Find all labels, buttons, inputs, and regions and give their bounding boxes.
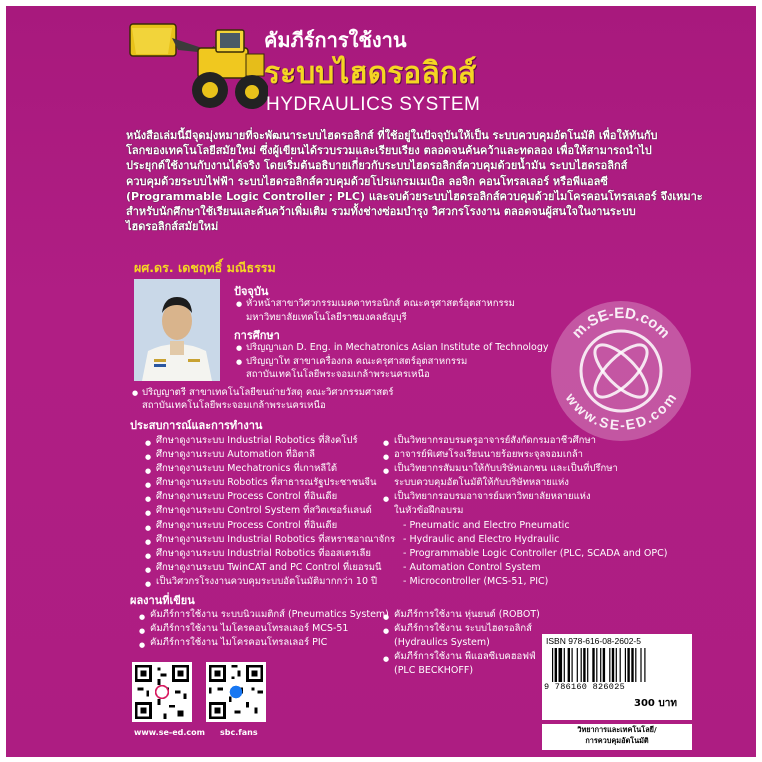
list-item: ● เป็นวิทยากรสัมมนาให้กับบริษัทเอกชน และเป็นที่ปรึกษา [394,462,667,476]
list-item: ในหัวข้อฝึกอบรม [394,505,464,517]
barcode-bar [616,648,617,682]
barcode-bar [596,648,597,682]
category-label [542,724,692,750]
list-item: ● คัมภีร์การใช้งาน ระบบนิวแมติกส์ (Pneumatics System) [150,608,389,622]
intro-line: (Programmable Logic Controller ; PLC) และจบด้วยระบบไฮดรอลิกส์ควบคุมด้วยไมโครคอนโทรลเลอร์ จึงเหมาะ [126,189,703,203]
intro-line: สำหรับนักศึกษาใช้เรียนและค้นคว้าเพิ่มเติม รวมทั้งช่างซ่อมบำรุง วิศวกรโรงงาน ตลอดจนผู้สนใจในงานระบบ [126,205,636,219]
intro-line: โลกของเทคโนโลยีสมัยใหม่ ซึ่งผู้เขียนได้รวบรวมและเรียบเรียง ตลอดจนค้นคว้าและทดลอง เพื่อให้สามารถนำไป [126,144,652,158]
list-item: - Pneumatic and Electro Pneumatic [403,519,570,531]
category-line: วิทยาการและเทคโนโลยี/ [577,725,657,734]
stamp-top-text: m.SE-ED.com [568,304,674,342]
barcode-bar [603,648,605,682]
barcode-bar [627,648,629,682]
list-item: ● ศึกษาดูงานระบบ Industrial Robotics ที่สิงคโปร์ [156,434,395,448]
list-item: ระบบควบคุมอัตโนมัติให้กับบริษัทหลายแห่ง [394,477,569,489]
list-item: - Programmable Logic Controller (PLC, SCADA and OPC) [403,547,668,559]
barcode-bar [612,648,614,682]
stamp-bottom-text: www.SE-ED.com [562,390,680,433]
list-item: ● ศึกษาดูงานระบบ Mechatronics ที่เกาหลีใต้ [156,462,395,476]
qr-code-left[interactable] [132,662,192,722]
list-item: ● ศึกษาดูงานระบบ Process Control ที่อินเดีย [156,490,395,504]
book-back-cover [6,6,756,757]
education-heading: การศึกษา [234,329,280,342]
barcode-bar [577,648,578,682]
education-line: สถาบันเทคโนโลยีพระจอมเกล้าพระนครเหนือ [142,400,326,411]
list-item: ● ศึกษาดูงานระบบ Industrial Robotics ที่สหราชอาณาจักร [156,533,395,547]
list-item: (Hydraulics System) [394,637,490,648]
list-item: ● คัมภีร์การใช้งาน ไมโครคอนโทรลเลอร์ PIC [150,636,389,650]
qr-right-label: sbc.fans [220,728,258,737]
education-line: ● ปริญญาเอก D. Eng. in Mechatronics Asian Institute of Technology [246,341,549,354]
author-name: ผศ.ดร. เดชฤทธิ์ มณีธรรม [134,260,276,275]
barcode-bar [559,648,563,682]
education-line: ● ปริญญาตรี สาขาเทคโนโลยีขนถ่ายวัสดุ คณะวิศวกรรมศาสตร์ [142,386,393,399]
barcode-bar [581,648,582,682]
wheel-loader-illustration [128,20,268,112]
list-item: ● ศึกษาดูงานระบบ TwinCAT and PC Control ที่เยอรมนี [156,561,395,575]
barcode-bar [592,648,594,682]
barcode-bar [587,648,588,682]
works-left-list [150,608,389,650]
author-photo [134,279,220,381]
list-item: ● ศึกษาดูงานระบบ Automation ที่อิตาลี [156,448,395,462]
list-item: ● ศึกษาดูงานระบบ Control System ที่สวิตเซอร์แลนด์ [156,504,395,518]
list-item: - Hydraulic and Electro Hydraulic [403,533,560,545]
experience-left-list [156,434,395,589]
current-line: ● หัวหน้าสาขาวิศวกรรมเมคคาทรอนิกส์ คณะครุศาสตร์อุตสาหกรรม [246,297,515,310]
title-thai-big: ระบบไฮดรอลิกส์ [264,56,477,91]
current-line: มหาวิทยาลัยเทคโนโลยีราชมงคลธัญบุรี [246,312,407,323]
works-heading: ผลงานที่เขียน [130,594,195,607]
list-item: ● เป็นวิศวกรโรงงานควบคุมระบบอัตโนมัติมากกว่า 10 ปี [156,575,395,589]
barcode-bar [552,648,553,682]
intro-line: ไฮดรอลิกส์สมัยใหม่ [126,220,219,234]
isbn-text: ISBN 978-616-08-2602-5 [546,636,641,646]
qr-code-right[interactable] [206,662,266,722]
intro-paragraph [126,128,703,234]
barcode-number: 9 786160 826025 [544,682,626,692]
list-item: - Automation Control System [403,561,541,573]
barcode-bar [631,648,633,682]
intro-line: ควบคุมด้วยระบบไฟฟ้า ระบบไฮดรอลิกส์ควบคุมด้วยโปรแกรมเมเบิล ลอจิก คอนโทรลเลอร์ หรือพีแอลซี [126,174,608,188]
qr-left-label: www.se-ed.com [134,728,205,737]
barcode-bar [609,648,610,682]
intro-line: ประยุกต์ใช้งานกับงานได้จริง โดยเริ่มต้นอธิบายเกี่ยวกับระบบไฮดรอลิกส์ควบคุมด้วยน้ำมัน ระบบไฮดรอลิกส์ [126,159,628,173]
barcode-bar [635,648,636,682]
title-thai-small: คัมภีร์การใช้งาน [264,28,407,52]
experience-heading: ประสบการณ์และการทำงาน [130,419,263,432]
current-heading: ปัจจุบัน [234,285,269,298]
list-item: (PLC BECKHOFF) [394,665,474,676]
barcode-bar [564,648,565,682]
works-right-list [394,608,540,678]
title-english: HYDRAULICS SYSTEM [266,94,481,115]
barcode-graphic [552,648,680,682]
list-item: - Microcontroller (MCS-51, PIC) [403,575,549,587]
list-item: ● ศึกษาดูงานระบบ Robotics ที่สาธารณรัฐประชาชนจีน [156,476,395,490]
price: 300 บาท [634,698,677,709]
barcode-panel [542,634,692,720]
list-item: ● คัมภีร์การใช้งาน หุ่นยนต์ (ROBOT) [394,608,540,622]
education-line: ● ปริญญาโท สาขาเครื่องกล คณะครุศาสตร์อุตสาหกรรม [246,355,467,368]
barcode-bar [583,648,585,682]
category-line: การควบคุมอัตโนมัติ [585,736,649,745]
barcode-bar [640,648,641,682]
list-item: ● อาจารย์พิเศษโรงเรียนนายร้อยพระจุลจอมเกล้า [394,448,667,462]
list-item: ● คัมภีร์การใช้งาน พีแอลซีเบคฮอฟฟ์ [394,650,540,664]
barcode-bar [572,648,573,682]
list-item: ● เป็นวิทยากรอบรมอาจารย์มหาวิทยาลัยหลายแห่ง [394,490,667,504]
intro-line: หนังสือเล่มนี้มีจุดมุ่งหมายที่จะพัฒนาระบบไฮดรอลิกส์ ที่ใช้อยู่ในปัจจุบันให้เป็น ระบบควบคุมอัตโนมัติ เพื่อให้ทันกับ [126,129,658,142]
barcode-bar [625,648,626,682]
barcode-bar [600,648,601,682]
barcode-bar [620,648,621,682]
list-item: ● เป็นวิทยากรอบรมครูอาจารย์สังกัดกรมอาชีวศึกษา [394,434,667,448]
education-line: สถาบันเทคโนโลยีพระจอมเกล้าพระนครเหนือ [246,369,430,380]
barcode-bar [555,648,557,682]
list-item: ● ศึกษาดูงานระบบ Process Control ที่อินเดีย [156,519,395,533]
list-item: ● ศึกษาดูงานระบบ Industrial Robotics ที่ออสเตรเลีย [156,547,395,561]
list-item: ● คัมภีร์การใช้งาน ไมโครคอนโทรลเลอร์ MCS-51 [150,622,389,636]
experience-right-list [394,434,667,589]
barcode-bar [644,648,645,682]
se-ed-watermark-stamp [546,296,696,446]
list-item: ● คัมภีร์การใช้งาน ระบบไฮดรอลิกส์ [394,622,540,636]
barcode-bar [568,648,570,682]
